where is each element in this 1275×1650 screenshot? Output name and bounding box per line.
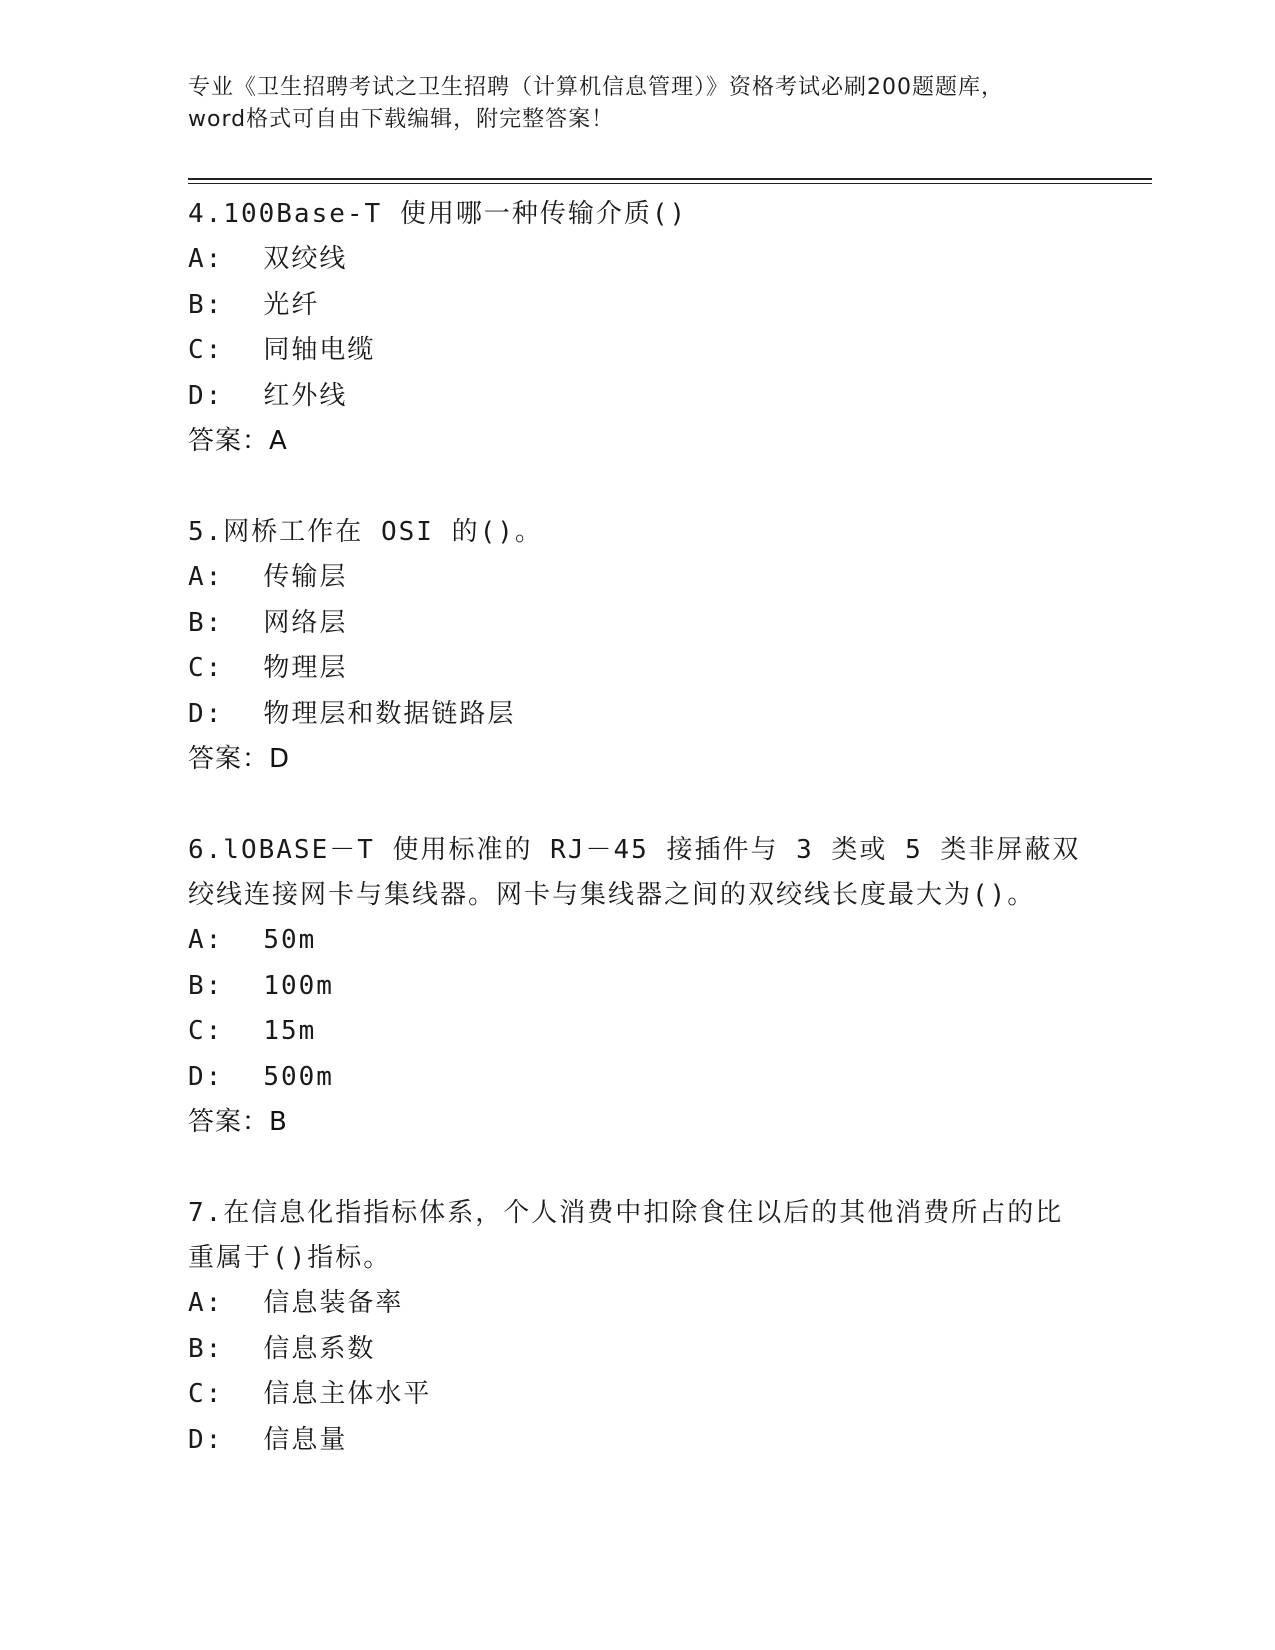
option-a bbox=[188, 555, 1088, 601]
question-item bbox=[188, 828, 1088, 1145]
option-c bbox=[188, 1009, 1088, 1055]
document-header bbox=[188, 72, 1088, 136]
header-divider bbox=[188, 178, 1152, 180]
option-b bbox=[188, 964, 1088, 1010]
option-text: 双绞线 bbox=[263, 244, 348, 274]
question-item bbox=[188, 510, 1088, 782]
option-letter: A: bbox=[188, 925, 224, 955]
answer-label: 答案：A bbox=[188, 426, 288, 456]
option-d bbox=[188, 374, 1088, 420]
option-letter: A: bbox=[188, 562, 224, 592]
question-item bbox=[188, 192, 1088, 464]
option-c bbox=[188, 328, 1088, 374]
option-letter: D: bbox=[188, 1061, 224, 1092]
option-a bbox=[188, 918, 1088, 964]
option-text: 同轴电缆 bbox=[263, 335, 376, 365]
option-letter: B: bbox=[188, 289, 224, 320]
option-a bbox=[188, 1281, 1088, 1327]
option-letter: C: bbox=[188, 335, 224, 365]
question-text: 5.网桥工作在 OSI 的()。 bbox=[188, 517, 543, 547]
option-a bbox=[188, 237, 1088, 283]
option-letter: D: bbox=[188, 1424, 224, 1455]
option-b bbox=[188, 283, 1088, 329]
question-item bbox=[188, 1191, 1088, 1463]
option-letter: C: bbox=[188, 1379, 224, 1409]
option-text: 信息主体水平 bbox=[263, 1379, 432, 1409]
option-letter: B: bbox=[188, 970, 224, 1001]
option-letter: D: bbox=[188, 380, 224, 411]
header-divider-thin bbox=[188, 183, 1152, 184]
option-text: 传输层 bbox=[263, 562, 348, 592]
option-c bbox=[188, 1372, 1088, 1418]
question-list bbox=[188, 192, 1088, 1509]
option-letter: B: bbox=[188, 1333, 224, 1364]
question-text: 6.lOBASE－T 使用标准的 RJ－45 接插件与 3 类或 5 类非屏蔽双绞线连接网卡与集线器。网卡与集线器之间的双绞线长度最大为()。 bbox=[188, 835, 1081, 910]
option-text: 光纤 bbox=[263, 289, 320, 320]
header-line-2: word格式可自由下载编辑，附完整答案！ bbox=[188, 107, 615, 132]
option-c bbox=[188, 646, 1088, 692]
option-letter: A: bbox=[188, 244, 224, 274]
option-d bbox=[188, 692, 1088, 738]
option-text: 50m bbox=[263, 925, 317, 955]
option-d bbox=[188, 1055, 1088, 1101]
option-letter: D: bbox=[188, 698, 224, 729]
option-text: 网络层 bbox=[263, 607, 348, 638]
answer-label: 答案：D bbox=[188, 744, 291, 774]
option-d bbox=[188, 1418, 1088, 1464]
option-text: 100m bbox=[263, 970, 334, 1001]
option-text: 红外线 bbox=[263, 380, 348, 411]
option-text: 物理层和数据链路层 bbox=[263, 698, 516, 729]
question-text: 4.100Base-T 使用哪一种传输介质() bbox=[188, 199, 688, 229]
option-b bbox=[188, 1327, 1088, 1373]
option-text: 信息装备率 bbox=[263, 1288, 404, 1318]
option-text: 信息系数 bbox=[263, 1333, 376, 1364]
option-letter: A: bbox=[188, 1288, 224, 1318]
option-text: 500m bbox=[263, 1061, 334, 1092]
option-text: 15m bbox=[263, 1016, 317, 1046]
option-text: 物理层 bbox=[263, 653, 348, 683]
option-text: 信息量 bbox=[263, 1424, 348, 1455]
option-b bbox=[188, 601, 1088, 647]
answer-label: 答案：B bbox=[188, 1107, 288, 1137]
option-letter: C: bbox=[188, 653, 224, 683]
header-line-1: 专业《卫生招聘考试之卫生招聘（计算机信息管理）》资格考试必刷200题题库， bbox=[188, 75, 1004, 100]
option-letter: C: bbox=[188, 1016, 224, 1046]
option-letter: B: bbox=[188, 607, 224, 638]
question-text: 7.在信息化指指标体系，个人消费中扣除食住以后的其他消费所占的比重属于()指标。 bbox=[188, 1198, 1064, 1273]
